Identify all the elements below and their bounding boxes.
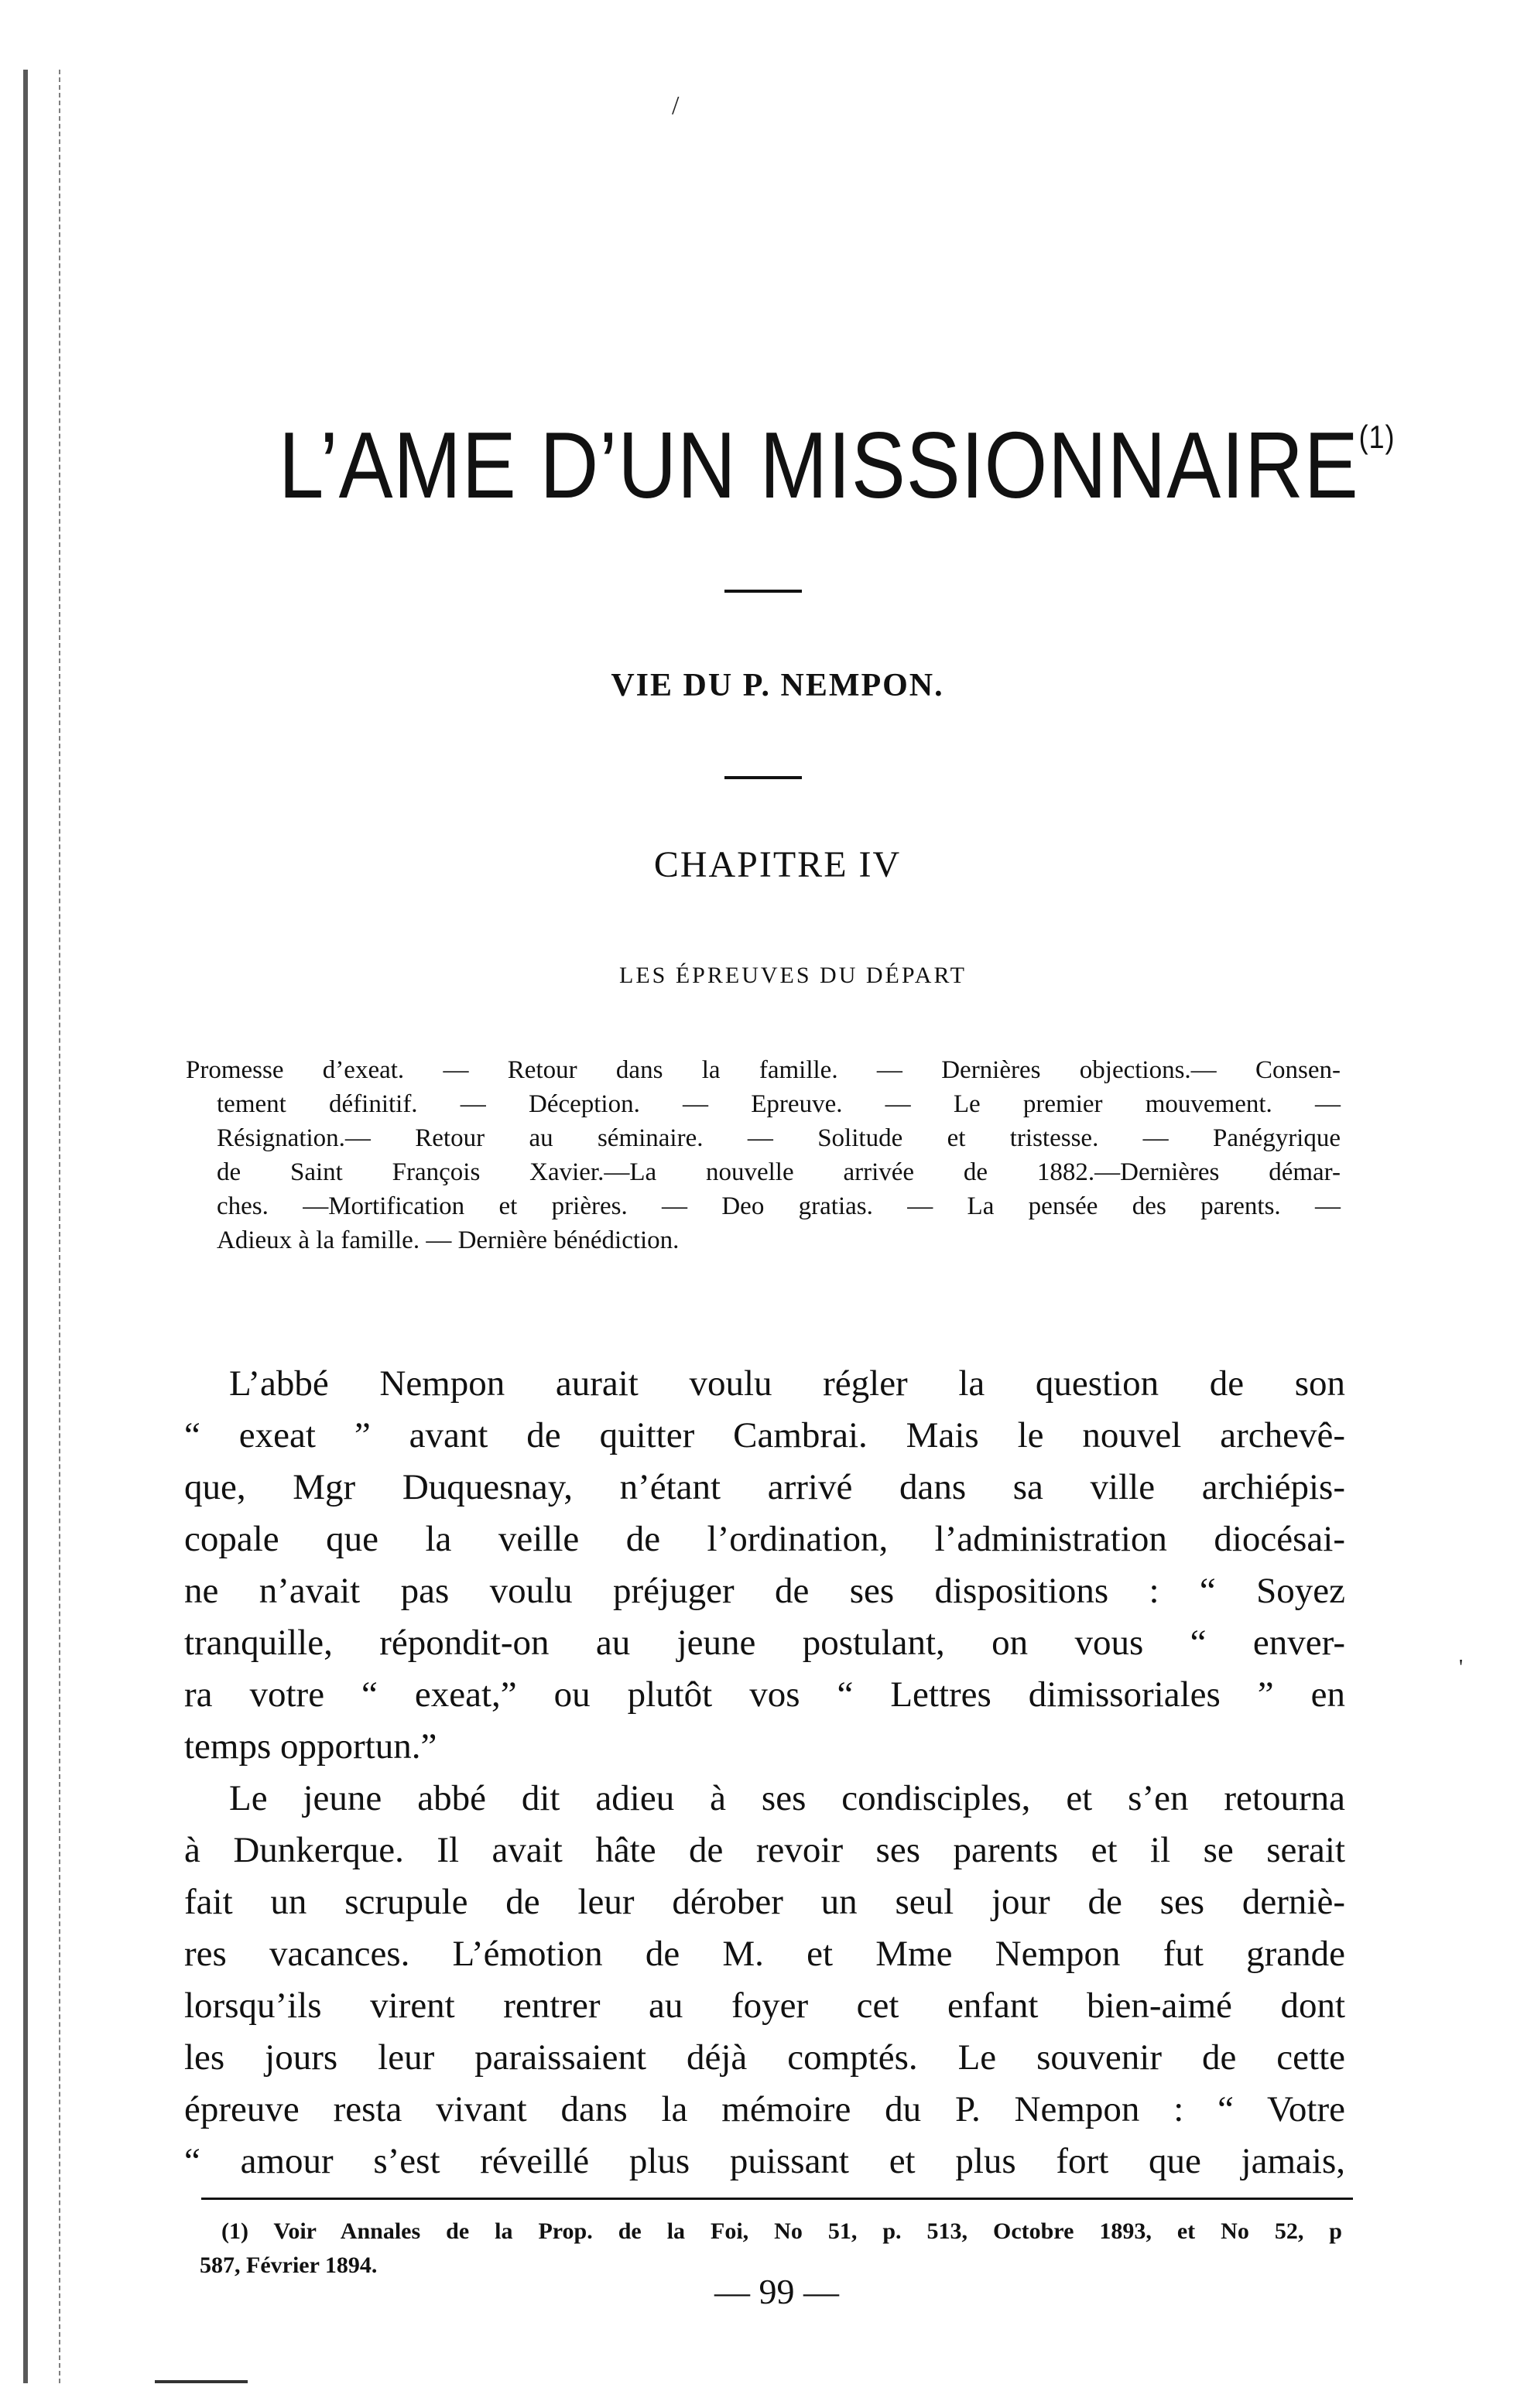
body-line: épreuve resta vivant dans la mémoire du P. Nempon : “ Votre bbox=[184, 2089, 1345, 2129]
footnote-rule bbox=[201, 2198, 1353, 2200]
chapter-heading: CHAPITRE IV bbox=[653, 844, 902, 885]
body-line: à Dunkerque. Il avait hâte de revoir ses parents et il se serait bbox=[184, 1830, 1345, 1870]
page-binding-edge bbox=[23, 70, 60, 2383]
title-divider bbox=[724, 590, 802, 593]
subtitle-divider bbox=[724, 776, 802, 779]
body-line: copale que la veille de l’ordination, l’administration diocésai- bbox=[184, 1519, 1345, 1559]
margin-speck: ' bbox=[1459, 1656, 1464, 1680]
body-line: res vacances. L’émotion de M. et Mme Nempon fut grande bbox=[184, 1934, 1345, 1974]
summary-line: ches. —Mortification et prières. — Deo gratias. — La pensée des parents. — bbox=[217, 1192, 1341, 1220]
subtitle: VIE DU P. NEMPON. bbox=[611, 668, 944, 703]
body-text bbox=[184, 1358, 1345, 2187]
body-line: Le jeune abbé dit adieu à ses condisciples, et s’en retourna bbox=[229, 1778, 1345, 1818]
body-line: “ exeat ” avant de quitter Cambrai. Mais le nouvel archevê- bbox=[184, 1415, 1345, 1455]
book-title-text: L’AME D’UN MISSIONNAIRE bbox=[279, 412, 1359, 518]
summary-line: Promesse d’exeat. — Retour dans la famille. — Dernières objections.— Consen- bbox=[186, 1056, 1341, 1084]
body-line: ra votre “ exeat,” ou plutôt vos “ Lettres dimissoriales ” en bbox=[184, 1674, 1345, 1715]
summary-line: Adieux à la famille. — Dernière bénédiction. bbox=[217, 1226, 680, 1254]
page-number: — 99 — bbox=[714, 2272, 839, 2311]
summary-line: de Saint François Xavier.—La nouvelle arrivée de 1882.—Dernières démar- bbox=[217, 1158, 1341, 1186]
body-line: que, Mgr Duquesnay, n’étant arrivé dans sa ville archiépis- bbox=[184, 1467, 1345, 1507]
title-footnote-marker: (1) bbox=[1358, 419, 1396, 455]
body-line: les jours leur paraissaient déjà comptés. Le souvenir de cette bbox=[184, 2037, 1345, 2078]
body-line: tranquille, répondit-on au jeune postulant, on vous “ enver- bbox=[184, 1623, 1345, 1663]
stray-ink-mark: / bbox=[672, 91, 680, 120]
book-title bbox=[279, 412, 1396, 518]
chapter-summary bbox=[186, 1053, 1341, 1257]
footnote-line: (1) Voir Annales de la Prop. de la Foi, No 51, p. 513, Octobre 1893, et No 52, p bbox=[221, 2218, 1342, 2244]
page-corner-line bbox=[155, 2380, 248, 2383]
body-line: L’abbé Nempon aurait voulu régler la question de son bbox=[229, 1363, 1345, 1404]
body-line: fait un scrupule de leur dérober un seul jour de ses derniè- bbox=[184, 1882, 1345, 1922]
chapter-title: LES ÉPREUVES DU DÉPART bbox=[619, 963, 967, 988]
summary-line: tement définitif. — Déception. — Epreuve. — Le premier mouvement. — bbox=[217, 1090, 1341, 1118]
body-line: lorsqu’ils virent rentrer au foyer cet enfant bien-aimé dont bbox=[184, 1986, 1345, 2026]
body-line: ne n’avait pas voulu préjuger de ses dispositions : “ Soyez bbox=[184, 1571, 1345, 1611]
body-line: “ amour s’est réveillé plus puissant et plus fort que jamais, bbox=[184, 2141, 1345, 2181]
summary-line: Résignation.— Retour au séminaire. — Solitude et tristesse. — Panégyrique bbox=[217, 1124, 1341, 1152]
footnote-line: 587, Février 1894. bbox=[200, 2252, 378, 2278]
body-line: temps opportun.” bbox=[184, 1726, 437, 1767]
